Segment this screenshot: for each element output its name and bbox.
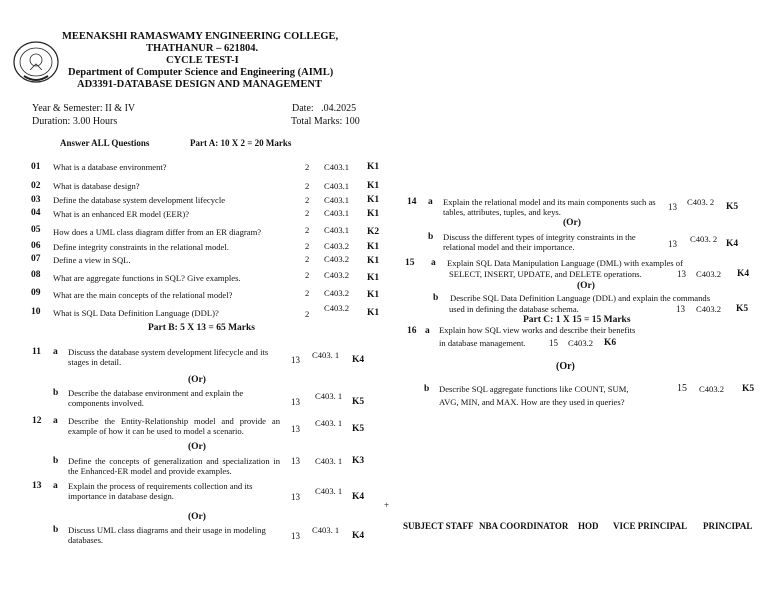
- q-no: 12: [32, 416, 42, 426]
- q-co: C403. 1: [312, 350, 340, 360]
- qa-text: How does a UML class diagram differ from an ER diagram?: [53, 227, 262, 237]
- qa-co: C403.1: [324, 208, 350, 218]
- q-marks: 15: [677, 383, 687, 394]
- q-co: C403.2: [699, 384, 725, 394]
- qa-co: C403.2: [324, 303, 350, 313]
- q-marks: 13: [668, 239, 677, 249]
- qa-co: C403.1: [324, 195, 350, 205]
- q-marks: 13: [291, 492, 300, 502]
- q-sub: a: [53, 481, 58, 491]
- qa-marks: 2: [305, 181, 310, 191]
- q-marks: 13: [291, 355, 300, 365]
- q-sub: a: [53, 347, 58, 357]
- q-text: Describe the database environment and explain the components involved.: [68, 388, 244, 408]
- qa-co: C403.1: [324, 225, 350, 235]
- q-text-line2: SELECT, INSERT, UPDATE, and DELETE operations.: [449, 269, 642, 279]
- or-label: (Or): [563, 218, 581, 228]
- q-k: K5: [352, 424, 365, 434]
- q-sub: a: [428, 197, 433, 207]
- qa-text: What is a database environment?: [53, 162, 167, 172]
- qa-co: C403.2: [324, 254, 350, 264]
- or-label: (Or): [188, 442, 206, 452]
- q-k: K4: [352, 355, 365, 365]
- qa-no: 01: [31, 162, 41, 172]
- year-semester: Year & Semester: II & IV: [32, 103, 136, 114]
- qa-k: K1: [367, 290, 380, 300]
- q-text-line2: used in defining the database schema.: [449, 304, 579, 314]
- q-co: C403.2: [568, 338, 594, 348]
- q-co: C403.2: [696, 304, 722, 314]
- q-marks: 13: [291, 397, 300, 407]
- exam-date: Date: .04.2025: [292, 103, 357, 114]
- qa-no: 02: [31, 181, 41, 191]
- q-sub: b: [53, 388, 59, 398]
- qa-text: Define integrity constraints in the relational model.: [53, 242, 229, 252]
- qa-k: K1: [367, 209, 380, 219]
- college-seal-icon: [12, 40, 60, 84]
- test-title: CYCLE TEST-I: [166, 55, 239, 66]
- q-k: K6: [604, 338, 617, 348]
- or-label: (Or): [577, 281, 595, 291]
- or-label: (Or): [188, 512, 206, 522]
- q-marks: 13: [291, 531, 300, 541]
- q-text-line2: in database management.: [439, 338, 526, 348]
- q-marks: 13: [291, 456, 300, 466]
- qa-text: Define a view in SQL.: [53, 255, 131, 265]
- q-no: 15: [405, 258, 415, 268]
- q-co: C403. 1: [312, 525, 340, 535]
- q-sub: b: [53, 456, 59, 466]
- subject-title: AD3391-DATABASE DESIGN AND MANAGEMENT: [77, 79, 322, 90]
- q-marks: 15: [549, 338, 558, 348]
- part-b-title: Part B: 5 X 13 = 65 Marks: [148, 323, 255, 333]
- or-label: (Or): [188, 375, 206, 385]
- qa-k: K1: [367, 162, 380, 172]
- qa-marks: 2: [305, 241, 310, 251]
- qa-text: What are aggregate functions in SQL? Give examples.: [53, 273, 241, 283]
- q-co: C403. 1: [315, 418, 343, 428]
- or-label: (Or): [556, 361, 575, 372]
- college-place: THATHANUR – 621804.: [146, 43, 259, 54]
- q-text: Discuss UML class diagrams and their usage in modeling databases.: [68, 525, 266, 545]
- q-k: K4: [726, 239, 739, 249]
- qa-marks: 2: [305, 225, 310, 235]
- signature-nba-coordinator: NBA COORDINATOR: [479, 521, 569, 531]
- qa-k: K1: [367, 308, 380, 318]
- q-text-line1: Describe SQL Data Definition Language (DDL) and explain the commands: [450, 293, 711, 303]
- q-co: C403. 2: [690, 234, 718, 244]
- qa-text: What is SQL Data Definition Language (DDL)?: [53, 308, 219, 318]
- qa-marks: 2: [305, 288, 310, 298]
- qa-co: C403.2: [324, 270, 350, 280]
- q-text: Define the concepts of generalization and specialization in the Enhanced-ER model and provide examples.: [68, 456, 280, 476]
- qa-text: What are the main concepts of the relational model?: [53, 290, 233, 300]
- qa-no: 10: [31, 307, 41, 317]
- q-k: K5: [726, 202, 739, 212]
- q-text-line1: Explain SQL Data Manipulation Language (DML) with examples of: [447, 258, 683, 268]
- qa-no: 06: [31, 241, 41, 251]
- qa-text: Define the database system development lifecycle: [53, 195, 226, 205]
- q-k: K4: [352, 531, 365, 541]
- q-marks: 13: [676, 304, 685, 314]
- q-text: Discuss the database system development lifecycle and its stages in detail.: [68, 347, 269, 367]
- signature-hod: HOD: [578, 521, 599, 531]
- college-name: MEENAKSHI RAMASWAMY ENGINEERING COLLEGE,: [62, 31, 339, 42]
- qa-marks: 2: [305, 195, 310, 205]
- qa-co: C403.1: [324, 162, 350, 172]
- signature-vice-principal: VICE PRINCIPAL: [613, 521, 688, 531]
- q-no: 16: [407, 326, 417, 336]
- q-k: K5: [736, 304, 749, 314]
- signature-subject-staff: SUBJECT STAFF: [403, 521, 474, 531]
- qa-no: 05: [31, 225, 41, 235]
- q-marks: 13: [677, 269, 686, 279]
- qa-co: C403.1: [324, 181, 350, 191]
- qa-k: K1: [367, 242, 380, 252]
- qa-marks: 2: [305, 208, 310, 218]
- part-c-title: Part C: 1 X 15 = 15 Marks: [523, 315, 631, 325]
- q-k: K3: [352, 456, 365, 466]
- qa-no: 09: [31, 288, 41, 298]
- duration: Duration: 3.00 Hours: [32, 116, 118, 127]
- q-co: C403. 1: [315, 391, 343, 401]
- q-sub: b: [424, 384, 430, 394]
- signature-principal: PRINCIPAL: [703, 521, 753, 531]
- qa-k: K1: [367, 273, 380, 283]
- q-co: C403. 1: [315, 486, 343, 496]
- q-no: 14: [407, 197, 417, 207]
- qa-text: What is database design?: [53, 181, 140, 191]
- q-sub: b: [433, 293, 439, 303]
- department: Department of Computer Science and Engineering (AIML): [68, 67, 334, 78]
- q-k: K4: [737, 269, 750, 279]
- qa-text: What is an enhanced ER model (EER)?: [53, 209, 190, 219]
- qa-k: K2: [367, 227, 380, 237]
- qa-no: 07: [31, 254, 41, 264]
- q-sub: a: [431, 258, 436, 268]
- q-text: Discuss the different types of integrity constraints in the relational model and their importance.: [443, 232, 636, 252]
- qa-k: K1: [367, 195, 380, 205]
- qa-co: C403.2: [324, 288, 350, 298]
- qa-k: K1: [367, 181, 380, 191]
- q-co: C403.2: [696, 269, 722, 279]
- qa-co: C403.2: [324, 241, 350, 251]
- qa-k: K1: [367, 256, 380, 266]
- q-k: K5: [352, 397, 365, 407]
- q-text: Explain the relational model and its main components such as tables, attributes, tuples, and keys.: [443, 197, 656, 217]
- plus-sign: +: [384, 500, 390, 510]
- q-text-line1: Explain how SQL view works and describe their benefits: [439, 325, 636, 335]
- answer-all: Answer ALL Questions: [60, 138, 150, 148]
- q-marks: 13: [668, 202, 677, 212]
- q-text: Explain the process of requirements collection and its importance in database design.: [68, 481, 253, 501]
- q-marks: 13: [291, 424, 300, 434]
- qa-marks: 2: [305, 309, 310, 319]
- q-k: K5: [742, 384, 755, 394]
- q-no: 13: [32, 481, 42, 491]
- qa-marks: 2: [305, 270, 310, 280]
- qa-marks: 2: [305, 254, 310, 264]
- q-sub: a: [53, 416, 58, 426]
- qa-no: 04: [31, 208, 41, 218]
- q-no: 11: [32, 347, 41, 357]
- qa-marks: 2: [305, 162, 310, 172]
- q-text-line1: Describe SQL aggregate functions like COUNT, SUM,: [439, 384, 629, 394]
- qa-no: 08: [31, 270, 41, 280]
- qa-no: 03: [31, 195, 41, 205]
- q-co: C403. 1: [315, 456, 343, 466]
- q-sub: b: [53, 525, 59, 535]
- part-a-title: Part A: 10 X 2 = 20 Marks: [190, 138, 292, 148]
- q-text: Describe the Entity-Relationship model and provide an example of how it can be used to model a scenario.: [68, 416, 280, 436]
- q-sub: a: [425, 326, 430, 336]
- q-k: K4: [352, 492, 365, 502]
- q-co: C403. 2: [687, 197, 715, 207]
- total-marks: Total Marks: 100: [291, 116, 360, 127]
- q-sub: b: [428, 232, 434, 242]
- q-text-line2: AVG, MIN, and MAX. How are they used in queries?: [439, 397, 625, 407]
